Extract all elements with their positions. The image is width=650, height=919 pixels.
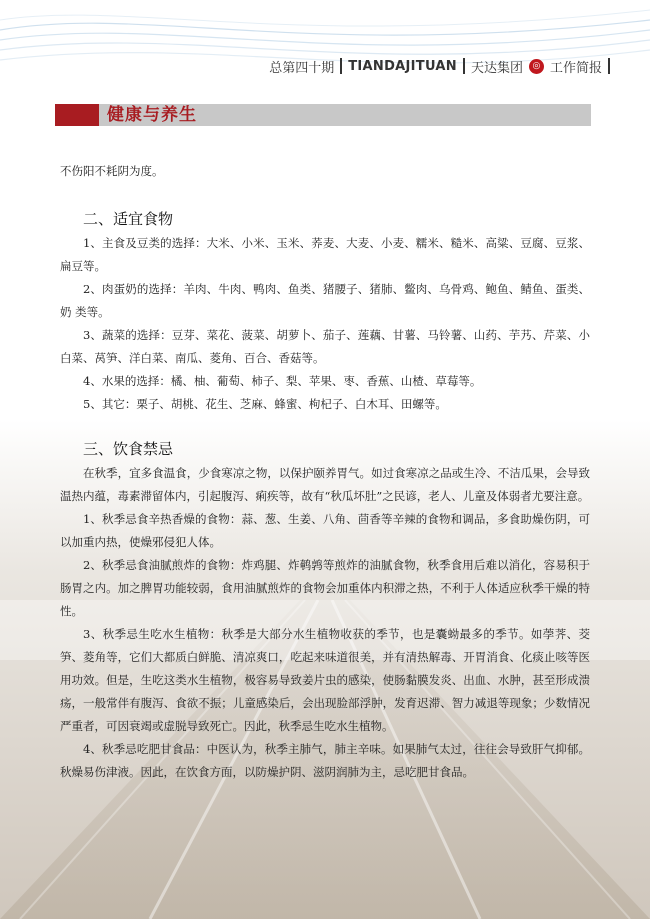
intro-text: 不伤阳不耗阴为度。 [60, 164, 164, 178]
publication-name: 工作简报 [549, 60, 602, 76]
list-item: 1、主食及豆类的选择：大米、小米、玉米、荞麦、大麦、小麦、糯米、糙米、高粱、豆腐、豆浆、扁豆等。 [60, 236, 590, 273]
section-heading-suitable-foods: 二、适宜食物 [83, 210, 174, 228]
paragraph: 在秋季，宜多食温食，少食寒凉之物，以保护颐养胃气。如过食寒凉之品或生冷、不洁瓜果，会导致温热内蕴，毒素滞留体内，引起腹泻、痢疾等，故有“秋瓜坏肚”之民谚，老人、儿童及体弱者尤要注意。 [60, 466, 590, 503]
paragraph: 2、秋季忌食油腻煎炸的食物：炸鸡腿、炸鹌鹑等煎炸的油腻食物，秋季食用后难以消化，容易积于肠胃之内。加之脾胃功能较弱，食用油腻煎炸的食物会加重体内积滞之热，不利于人体适应秋季干燥的特性。 [60, 558, 590, 618]
section-title: 健康与养生 [107, 105, 197, 125]
list-item: 3、蔬菜的选择：豆芽、菜花、菠菜、胡萝卜、茄子、莲藕、甘薯、马铃薯、山药、芋艿、芹菜、小白菜、莴笋、洋白菜、南瓜、菱角、百合、香菇等。 [60, 328, 590, 365]
company-name: 天达集团 [470, 60, 523, 76]
company-logo-icon: ◎ [529, 59, 544, 74]
list-item: 2、肉蛋奶的选择：羊肉、牛肉、鸭肉、鱼类、猪腰子、猪肺、鳖肉、乌骨鸡、鲍鱼、鲭鱼、蛋类、奶 类等。 [60, 282, 590, 319]
paragraph: 3、秋季忌生吃水生植物：秋季是大部分水生植物收获的季节，也是囊蚴最多的季节。如荸荠、茭笋、菱角等，它们大都质白鲜脆、清凉爽口，吃起来味道很美，并有清热解毒、开胃消食、化痰止咳等医用功效。但是，生吃这类水生植物，极容易导致姜片虫的感染，使肠黏膜发炎、出血、水肿，甚至形成溃疡，一般常伴有腹泻、食欲不振；儿童感染后，会出现脸部浮肿，发育迟滞、智力减退等现象；少数情况严重者，可因衰竭或虚脱导致死亡。因此，秋季忌生吃水生植物。 [60, 627, 590, 733]
paragraph: 1、秋季忌食辛热香燥的食物：蒜、葱、生姜、八角、茴香等辛辣的食物和调品，多食助燥伤阴，可以加重内热，使燥邪侵犯人体。 [60, 512, 590, 549]
header-divider [340, 58, 342, 74]
brand-name-english: TIANDAJITUAN [348, 58, 457, 74]
issue-number: 总第四十期 [269, 60, 335, 76]
section-banner [55, 104, 591, 126]
publication-header [269, 56, 610, 76]
banner-accent-block [55, 104, 99, 126]
section-heading-diet-taboos: 三、饮食禁忌 [83, 440, 174, 458]
header-divider [608, 58, 610, 74]
header-divider [463, 58, 465, 74]
paragraph: 4、秋季忌吃肥甘食品：中医认为，秋季主肺气，肺主辛味。如果肺气太过，往往会导致肝气抑郁。秋燥易伤津液。因此，在饮食方面，以防燥护阴、滋阴润肺为主，忌吃肥甘食品。 [60, 742, 590, 779]
list-item: 5、其它：栗子、胡桃、花生、芝麻、蜂蜜、枸杞子、白木耳、田螺等。 [83, 397, 447, 411]
list-item: 4、水果的选择：橘、柚、葡萄、柿子、梨、苹果、枣、香蕉、山楂、草莓等。 [83, 374, 482, 388]
header-waves-decoration [0, 0, 650, 90]
article-body [60, 160, 590, 784]
